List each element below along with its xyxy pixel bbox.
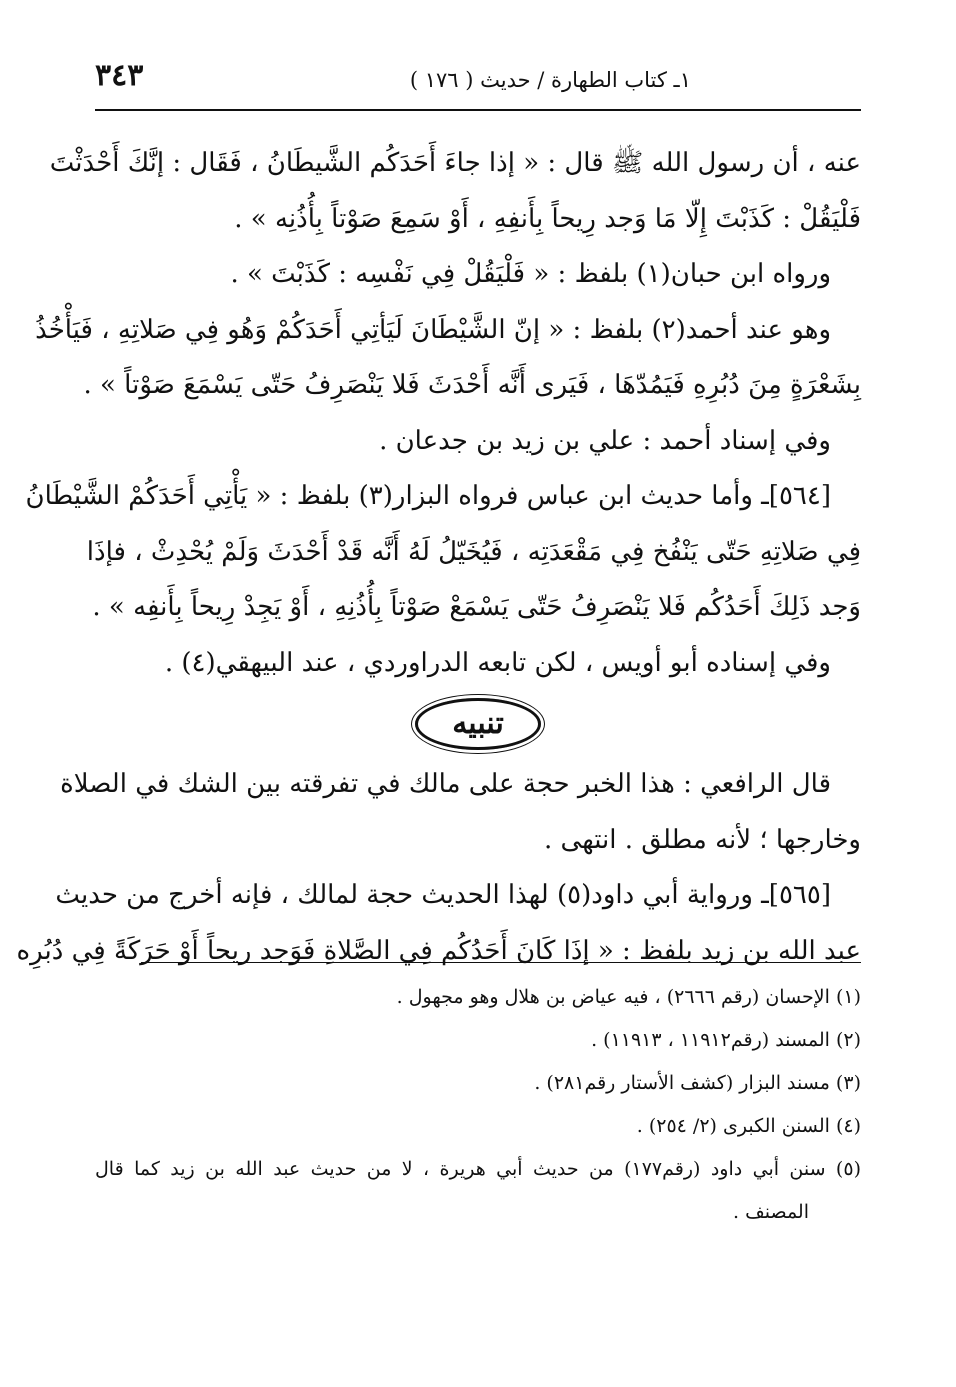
header-rule — [95, 109, 861, 111]
text-line: عنه ، أن رسول الله ﷺ قال : « إذا جاءَ أَحَدَكُم الشَّيطَانُ ، فَقَال : إنَّكَ أَحْدَثْتَ — [49, 148, 861, 178]
text-line: وفي إسناد أحمد : علي بن زيد بن جدعان . — [379, 425, 831, 456]
text-line: بِشَعْرَةٍ مِنَ دُبُرِهِ فَيَمُدّهَا ، فَيَرى أَنَّه أَحْدَثَ فَلا يَنْصَرِفُ حَتّى يَسْمَعَ صَوْتاً » . — [83, 370, 861, 400]
footnote: (١) الإحسان (رقم ٢٦٦٦) ، فيه عياض بن هلال وهو مجهول . — [396, 986, 861, 1008]
running-title: ١ـ كتاب الطهارة / حديث ( ١٧٦ ) — [409, 68, 691, 92]
footnote-continuation: المصنف . — [732, 1201, 809, 1223]
text-line: وهو عند أحمد(٢) بلفظ : « إنّ الشَّيْطَانَ لَيَأتِي أَحَدَكُمْ وَهُو فِي صَلاتِهِ ، فَيَأْخُذُ — [35, 314, 831, 345]
footnote: (٣) مسند البزار (كشف الأستار رقم٢٨١) . — [534, 1072, 861, 1094]
text-line: ورواه ابن حبان(١) بلفظ : « فَلْيَقُلْ فِي نَفْسِه : كَذَبْتَ » . — [230, 259, 831, 289]
text-line: وفي إسناده أبو أويس ، لكن تابعه الدراوردي ، عند البيهقي(٤) . — [164, 647, 831, 678]
text-line: قال الرافعي : هذا الخبر حجة على مالك في تفرقته بين الشك في الصلاة — [60, 769, 831, 799]
text-line: فَلْيَقُلْ : كَذَبْتَ إِلّا مَا وَجد رِيحاً بِأَنفِهِ ، أَوْ سَمِعَ صَوْتاً بِأُذُنِه » . — [234, 203, 861, 234]
text-line: وَجد ذَلِكَ أَحَدُكُم فَلا يَنْصَرِفُ حَتّى يَسْمَعْ صَوْتاً بِأُذُنِهِ ، أَوْ يَجِدْ رِيحاً بِأَنفِه » . — [92, 592, 861, 622]
text-line: عبد الله بن زيد بلفظ : « إذَا كَانَ أَحَدُكُم فِي الصَّلاةِ فَوَجد ريحاً أَوْ حَرَكَةً فِي دُبُرِه — [16, 935, 861, 966]
heading-label: تنبيه — [415, 698, 541, 750]
footnote: (٤) السنن الكبرى (٢/ ٢٥٤) . — [636, 1115, 861, 1137]
footnote: (٢) المسند (رقم١١٩١٢ ، ١١٩١٣) . — [591, 1029, 861, 1051]
page-header — [95, 58, 861, 104]
footnotes — [95, 976, 861, 1234]
text-line: [٥٦٤]ـ وأما حديث ابن عباس فرواه البزار(٣) بلفظ : « يَأْتِي أَحَدَكُمْ الشَّيْطَانُ — [25, 481, 831, 511]
text-line: فِي صَلاتِهِ حَتّى يَنْفُخ فِي مَقْعَدَتِه ، فَيُخَيّلُ لَهُ أَنَّه قَدْ أَحْدَثَ وَلَمْ يُحْدِثْ ، فإذَا — [86, 536, 861, 567]
text-line: [٥٦٥]ـ ورواية أبي داود(٥) لهذا الحديث حجة لمالك ، فإنه أخرج من حديث — [55, 880, 831, 910]
footnote-separator — [141, 962, 861, 963]
text-line: وخارجها ؛ لأنه مطلق . انتهى . — [544, 824, 861, 855]
section-heading — [95, 691, 861, 757]
main-text — [16, 136, 861, 979]
footnote: (٥) سنن أبي داود (رقم١٧٧) من حديث أبي هريرة ، لا من حديث عبد الله بن زيد كما قال — [95, 1158, 861, 1180]
page-number: ٣٤٣ — [95, 58, 144, 93]
